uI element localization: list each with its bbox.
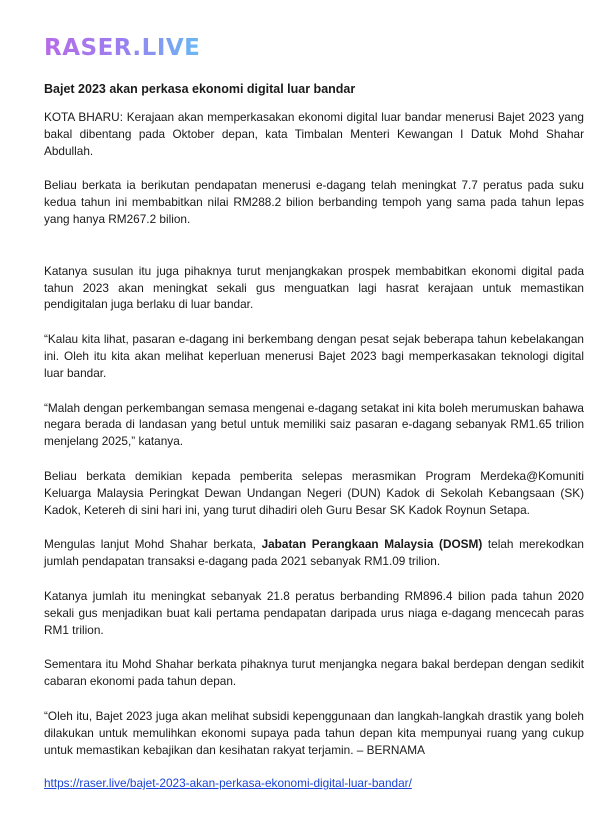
paragraph-3: Katanya susulan itu juga pihaknya turut menjangkakan prospek membabitkan ekonomi digital pada tahun 2023 akan meningkat sekali gus menguatkan lagi hasrat kerajaan untuk memastikan pendigitalan juga berlaku di luar bandar.	[44, 263, 584, 312]
paragraph-7	[44, 536, 584, 570]
paragraph-8: Katanya jumlah itu meningkat sebanyak 21.8 peratus berbanding RM896.4 bilion pada tahun 2020 sekali gus menjadikan buat kali pertama pendapatan daripada urus niaga e-dagang mencecah paras RM1 trilion.	[44, 588, 584, 637]
article-headline: Bajet 2023 akan perkasa ekonomi digital luar bandar	[44, 82, 356, 96]
paragraph-4: “Kalau kita lihat, pasaran e-dagang ini berkembang dengan pesat sejak beberapa tahun kebelakangan ini. Oleh itu kita akan melihat keperluan menerusi Bajet 2023 bagi memperkasakan teknologi digital luar bandar.	[44, 332, 584, 380]
paragraph-1: KOTA BHARU: Kerajaan akan memperkasakan ekonomi digital luar bandar menerusi Bajet 2023 yang bakal dibentang pada Oktober depan, kata Timbalan Menteri Kewangan I Datuk Mohd Shahar Abdullah.	[44, 110, 584, 158]
paragraph-6: Beliau berkata demikian kepada pemberita selepas merasmikan Program Merdeka@Komuniti Keluarga Malaysia Peringkat Dewan Undangan Negeri (DUN) Kadok di Sekolah Kebangsaan (SK) Kadok, Ketereh di sini hari ini, yang turut dihadiri oleh Guru Besar SK Kadok Roynun Setapa.	[44, 468, 584, 517]
paragraph-7-rest: telah merekodkan jumlah pendapatan transaksi e-dagang pada 2021 sebanyak RM1.09 trilion.	[44, 537, 584, 569]
paragraph-7-lead: Mengulas lanjut Mohd Shahar berkata,	[44, 537, 262, 552]
source-link[interactable]: https://raser.live/bajet-2023-akan-perkasa-ekonomi-digital-luar-bandar/	[44, 776, 412, 791]
paragraph-2: Beliau berkata ia berikutan pendapatan menerusi e-dagang telah meningkat 7.7 peratus pada suku kedua tahun ini membabitkan nilai RM288.2 bilion berbanding tempoh yang sama pada tahun lepas yang hanya RM267.2 bilion.	[44, 178, 584, 226]
article-body	[44, 109, 584, 792]
raser-live-logo: RASER.LIVE	[44, 35, 201, 61]
paragraph-10: “Oleh itu, Bajet 2023 juga akan melihat subsidi kepenggunaan dan langkah-langkah drastik yang boleh dilakukan untuk memulihkan ekonomi supaya pada tahun depan kita mempunyai ruang yang cukup untuk memastikan kebajikan dan kesihatan rakyat terjamin. – BERNAMA	[44, 708, 584, 757]
paragraph-5: “Malah dengan perkembangan semasa mengenai e-dagang setakat ini kita boleh merumuskan bahawa negara berada di landasan yang betul untuk memiliki saiz pasaran e-dagang sebanyak RM1.65 trilion menjelang 2025,” katanya.	[44, 400, 584, 449]
paragraph-9: Sementara itu Mohd Shahar berkata pihaknya turut menjangka negara bakal berdepan dengan sedikit cabaran ekonomi pada tahun depan.	[44, 657, 584, 689]
dosm-mention: Jabatan Perangkaan Malaysia (DOSM)	[261, 537, 483, 552]
